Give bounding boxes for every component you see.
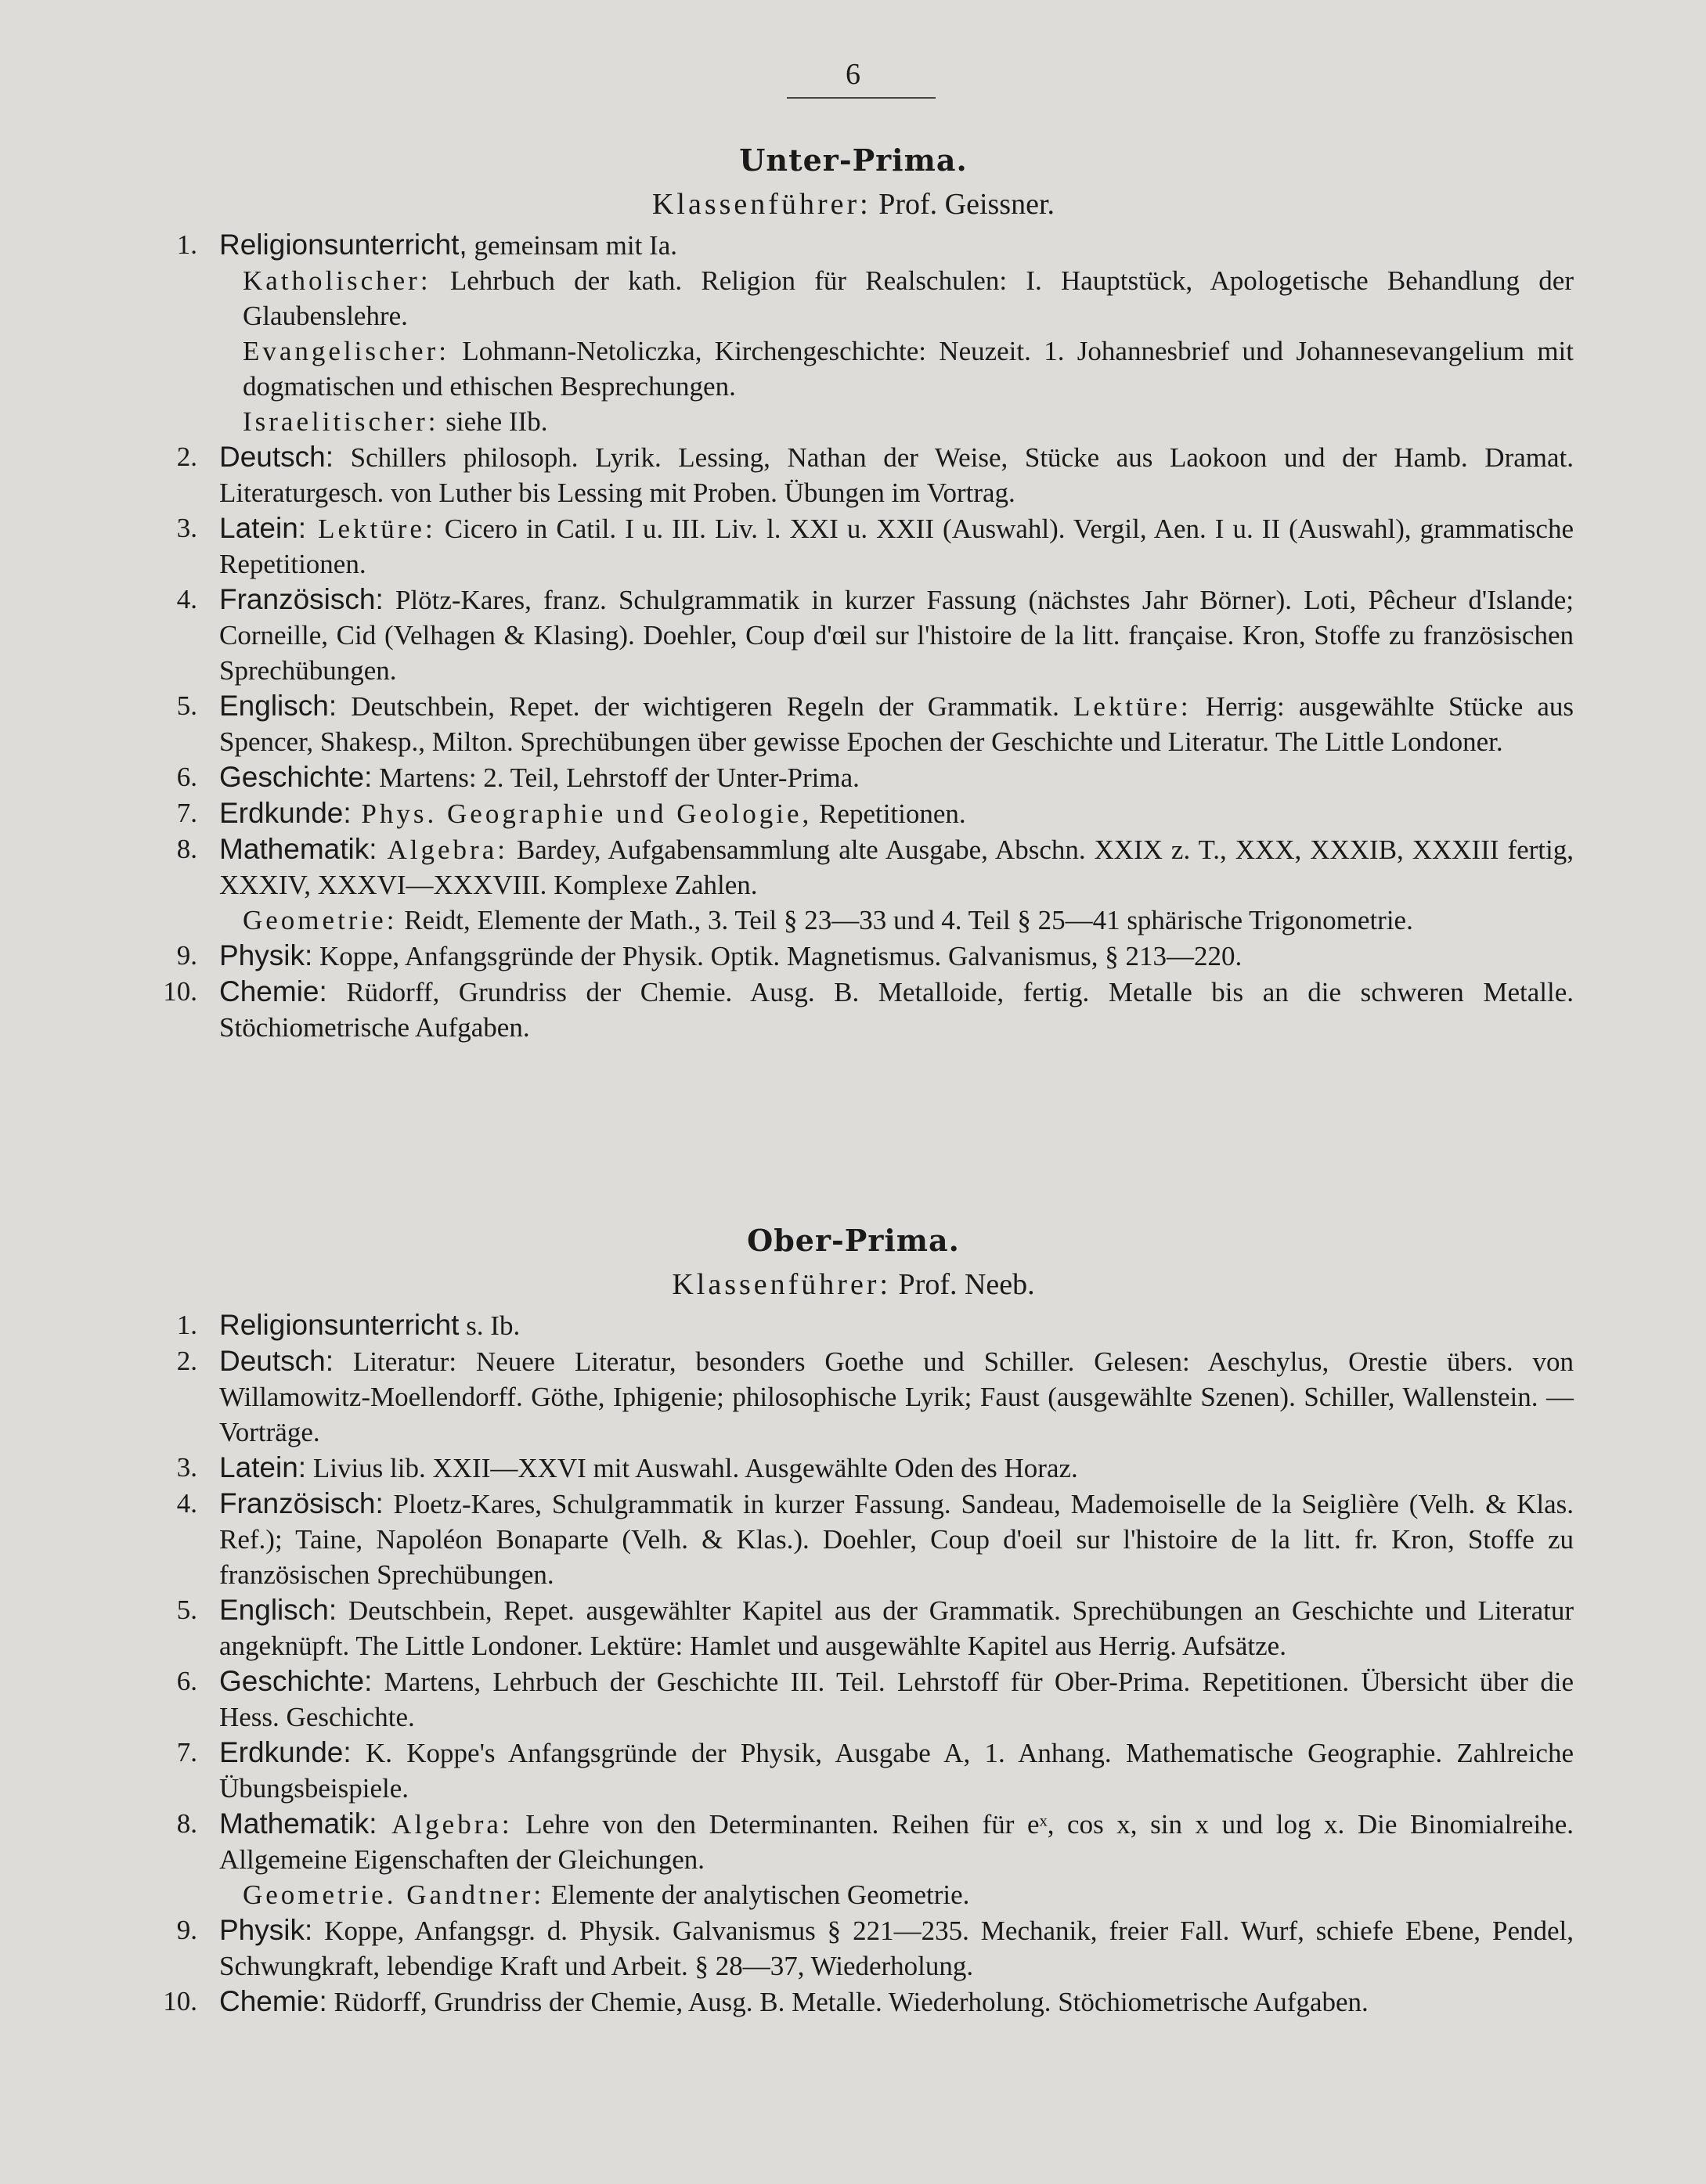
item-text: Martens: 2. Teil, Lehrstoff der Unter-Prima.: [372, 762, 860, 793]
item-number: 3.: [176, 513, 197, 543]
sub-entry: [219, 404, 1574, 439]
list-item: [133, 1450, 1574, 1486]
class-leader: [133, 1265, 1574, 1304]
item-text: Martens, Lehrbuch der Geschichte III. Teil. Lehrstoff für Ober-Prima. Repetitionen. Übersicht über die Hess. Geschichte.: [219, 1667, 1574, 1732]
subject-name: Erdkunde:: [219, 1736, 352, 1768]
sub-text: Elemente der analytischen Geometrie.: [544, 1879, 970, 1910]
item-text: Ploetz-Kares, Schulgrammatik in kurzer Fassung. Sandeau, Mademoiselle de la Seiglière (Velh. & Klas. Ref.); Taine, Napoléon Bonaparte (Velh. & Klas.). Doehler, Coup d'oeil sur l'histoire de la litt. fr. Kron, Stoffe zu französischen Sprechübungen.: [219, 1489, 1574, 1590]
sub-label: Geometrie. Gandtner:: [243, 1879, 545, 1910]
sub-entry: [219, 1877, 1574, 1912]
sub-label: Katholischer:: [243, 265, 431, 296]
list-item: [133, 688, 1574, 759]
item-number: 6.: [176, 762, 197, 792]
subject-name: Mathematik:: [219, 1807, 377, 1840]
list-item: [133, 1663, 1574, 1735]
item-label: Lektüre:: [306, 514, 436, 544]
item-text: Literatur: Neuere Literatur, besonders Goethe und Schiller. Gelesen: Aeschylus, Orestie übers. von Willamowitz-Moellendorff. Göthe, Iphigenie; philosophische Lyrik; Faust (ausgewählte Szenen). Schiller, Wallenstein. — Vorträge.: [219, 1346, 1574, 1447]
item-label: Lektüre:: [1073, 691, 1192, 722]
subject-name: Französisch:: [219, 1487, 384, 1519]
item-number: 6.: [176, 1666, 197, 1696]
item-text: Lehre von den Determinanten. Reihen für eˣ, cos x, sin x und log x. Die Binomialreihe. Allgemeine Eigenschaften der Gleichungen.: [219, 1809, 1574, 1875]
item-number: 10.: [163, 976, 197, 1007]
subject-name: Erdkunde:: [219, 797, 352, 829]
section-title: Ober-Prima.: [747, 1223, 960, 1258]
list-item: [133, 1735, 1574, 1806]
item-text: Bardey, Aufgabensammlung alte Ausgabe, Abschn. XXIX z. T., XXX, XXXIB, XXXIII fertig, XXXIV, XXXVI—XXXVIII. Komplexe Zahlen.: [219, 834, 1574, 900]
item-text: gemeinsam mit Ia.: [467, 230, 677, 261]
item-text: Livius lib. XXII—XXVI mit Auswahl. Ausgewählte Oden des Horaz.: [306, 1453, 1078, 1483]
sub-entry: [219, 263, 1574, 333]
item-text: Plötz-Kares, franz. Schulgrammatik in kurzer Fassung (nächstes Jahr Börner). Loti, Pêcheur d'Islande; Corneille, Cid (Velhagen & Klasing). Doehler, Coup d'œil sur l'histoire de la litt. française. Kron, Stoffe zu französischen Sprechübungen.: [219, 585, 1574, 686]
subject-name: Geschichte:: [219, 1665, 373, 1697]
sub-text: Lehrbuch der kath. Religion für Realschulen: I. Hauptstück, Apologetische Behandlung der Glaubenslehre.: [243, 265, 1574, 331]
item-number: 7.: [176, 1737, 197, 1768]
class-leader-label: Klassenführer:: [651, 188, 871, 221]
item-text: Rüdorff, Grundriss der Chemie, Ausg. B. Metalle. Wiederholung. Stöchiometrische Aufgaben.: [326, 1987, 1369, 2017]
section-title: Unter-Prima.: [739, 142, 968, 178]
subject-name: Physik:: [219, 1914, 313, 1946]
list-item: [133, 1307, 1574, 1343]
subject-name: Geschichte:: [219, 761, 373, 793]
section-ober-prima: [133, 1221, 1574, 2020]
subject-name: Latein:: [219, 1451, 307, 1483]
item-text: K. Koppe's Anfangsgründe der Physik, Ausgabe A, 1. Anhang. Mathematische Geographie. Zahlreiche Übungsbeispiele.: [219, 1738, 1574, 1804]
item-text: Schillers philosoph. Lyrik. Lessing, Nathan der Weise, Stücke aus Laokoon und der Hamb. Dramat. Literaturgesch. von Luther bis Lessing mit Proben. Übungen im Vortrag.: [219, 442, 1574, 508]
subject-name: Latein:: [219, 512, 307, 544]
list-item: [133, 831, 1574, 938]
subject-name: Religionsunterricht,: [219, 229, 467, 261]
item-number: 1.: [176, 229, 197, 260]
item-label: Phys. Geographie und Geologie,: [351, 798, 813, 829]
item-label: Algebra:: [377, 1809, 513, 1840]
item-number: 2.: [176, 1346, 197, 1376]
class-leader: [133, 185, 1574, 224]
item-number: 3.: [176, 1452, 197, 1483]
subject-name: Chemie:: [219, 1985, 327, 2017]
subject-name: Mathematik:: [219, 833, 377, 865]
list-item: [133, 795, 1574, 831]
item-text: s. Ib.: [459, 1310, 521, 1341]
page-number-rule: [787, 97, 936, 99]
list-item: [133, 1343, 1574, 1450]
item-number: 8.: [176, 1808, 197, 1839]
item-number: 9.: [176, 1915, 197, 1945]
subject-name: Chemie:: [219, 975, 327, 1007]
subject-name: Physik:: [219, 939, 313, 971]
item-number: 7.: [176, 798, 197, 828]
subject-name: Deutsch:: [219, 1345, 334, 1377]
sub-text: Reidt, Elemente der Math., 3. Teil § 23—33 und 4. Teil § 25—41 sphärische Trigonometrie.: [397, 905, 1413, 935]
list-item: [133, 1486, 1574, 1592]
page-number: 6: [846, 58, 860, 91]
subject-name: Englisch:: [219, 1594, 337, 1626]
item-text: Cicero in Catil. I u. III. Liv. l. XXI u. XXII (Auswahl). Vergil, Aen. I u. II (Auswahl), grammatische Repetitionen.: [219, 514, 1574, 579]
sub-entry: [219, 903, 1574, 938]
item-text-continued: Herrig: ausgewählte Stücke aus Spencer, Shakesp., Milton. Sprechübungen über gewisse Epochen der Geschichte und Literatur. The Little Londoner.: [219, 691, 1574, 757]
item-number: 5.: [176, 690, 197, 721]
sub-text: siehe IIb.: [438, 406, 548, 437]
sub-label: Israelitischer:: [243, 406, 439, 437]
subject-name: Religionsunterricht: [219, 1309, 460, 1341]
list-item: [133, 974, 1574, 1045]
sub-text: Lohmann-Netoliczka, Kirchengeschichte: Neuzeit. 1. Johannesbrief und Johannesevangelium mit dogmatischen und ethischen Besprechungen.: [243, 336, 1574, 402]
item-number: 4.: [176, 584, 197, 614]
item-text: Rüdorff, Grundriss der Chemie. Ausg. B. Metalloide, fertig. Metalle bis an die schweren Metalle. Stöchiometrische Aufgaben.: [219, 977, 1574, 1043]
list-item: [133, 227, 1574, 439]
item-text: Deutschbein, Repet. der wichtigeren Regeln der Grammatik.: [337, 691, 1074, 722]
item-text: Repetitionen.: [812, 798, 966, 829]
list-item: [133, 938, 1574, 974]
item-number: 4.: [176, 1488, 197, 1519]
subject-name: Deutsch:: [219, 441, 334, 473]
class-leader-name: Prof. Neeb.: [898, 1268, 1035, 1301]
item-number: 8.: [176, 834, 197, 864]
section-unter-prima: [133, 141, 1574, 1045]
item-number: 2.: [176, 441, 197, 472]
list-item: [133, 1912, 1574, 1984]
sub-entry: [219, 333, 1574, 404]
item-number: 1.: [176, 1310, 197, 1340]
subject-list: [133, 227, 1574, 1045]
list-item: [133, 439, 1574, 510]
list-item: [133, 1806, 1574, 1912]
class-leader-name: Prof. Geissner.: [878, 188, 1055, 221]
list-item: [133, 1984, 1574, 2020]
list-item: [133, 510, 1574, 582]
subject-list: [133, 1307, 1574, 2020]
item-number: 10.: [163, 1986, 197, 2016]
item-label: Algebra:: [377, 834, 508, 865]
item-text: Deutschbein, Repet. ausgewählter Kapitel aus der Grammatik. Sprechübungen an Geschichte und Literatur angeknüpft. The Little Londoner. Lektüre: Hamlet und ausgewählte Kapitel aus Herrig. Aufsätze.: [219, 1595, 1574, 1661]
item-text: Koppe, Anfangsgründe der Physik. Optik. Magnetismus. Galvanismus, § 213—220.: [312, 941, 1243, 971]
list-item: [133, 582, 1574, 688]
list-item: [133, 1592, 1574, 1663]
sub-label: Geometrie:: [243, 905, 398, 935]
item-text: Koppe, Anfangsgr. d. Physik. Galvanismus § 221—235. Mechanik, freier Fall. Wurf, schiefe Ebene, Pendel, Schwungkraft, lebendige Kraft und Arbeit. § 28—37, Wiederholung.: [219, 1916, 1574, 1981]
item-number: 9.: [176, 940, 197, 971]
list-item: [133, 759, 1574, 795]
sub-label: Evangelischer:: [243, 336, 449, 366]
class-leader-label: Klassenführer:: [672, 1268, 892, 1301]
item-number: 5.: [176, 1595, 197, 1625]
subject-name: Englisch:: [219, 690, 337, 722]
subject-name: Französisch:: [219, 583, 384, 615]
